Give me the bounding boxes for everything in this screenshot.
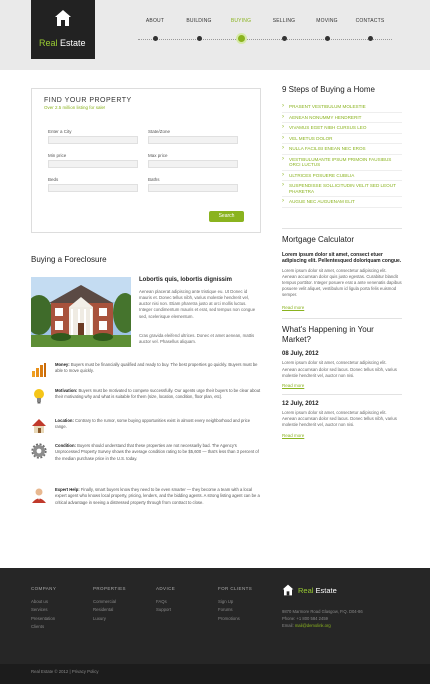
foreclosure-text-2: Cras gravida eleifend ultrices. Donec et amet aenean, mattis auctor vel. Phasellus aliquam.	[139, 333, 255, 345]
feature-title: Motivation:	[55, 388, 78, 393]
step-item[interactable]: › AUGUE NEC AUGUENAM ELIT	[282, 197, 402, 208]
house-icon	[31, 418, 47, 434]
max-price-field[interactable]	[148, 160, 238, 168]
post-text: Lorem ipsum dolor sit amet, consectetur adipiscing elit. Aenean accumsan dolor sed lacus. Donec tellus nibh, varius molestie hendrerit vel, auctor non nisi.	[282, 360, 397, 378]
feature-text	[55, 418, 261, 431]
footer-link[interactable]: Promotions	[218, 615, 240, 621]
feature-body: Buyers must be financially qualified and ready to buy. The best properties go quickly. Buyers must be able to move quickly.	[55, 362, 258, 374]
footer-col-title: PROPERTIES	[93, 586, 126, 591]
footer-col-company	[31, 586, 56, 632]
logo[interactable]	[31, 0, 95, 59]
footer-link[interactable]: Residental	[93, 607, 114, 613]
baths-field[interactable]	[148, 184, 238, 192]
footer-col-advice	[156, 586, 175, 615]
max-price-label: Max price	[148, 153, 168, 158]
nav-label: BUILDING	[186, 18, 212, 24]
footer-bottom-bar	[0, 664, 430, 684]
feature-text	[55, 487, 261, 506]
mortgage-lead: Lorem ipsum dolor sit amet, consect etuer adipiscing elit. Pellentesqued doloriquam congue.	[282, 251, 402, 264]
post-read-more-link[interactable]: Read more	[282, 432, 305, 438]
city-label: Enter a City	[48, 129, 72, 134]
step-item[interactable]: › VEL METUS DOLOR	[282, 134, 402, 145]
feature-text	[55, 388, 261, 401]
state-label: State/Zone	[148, 129, 171, 134]
footer-logo[interactable]	[282, 584, 337, 598]
footer-email-label: Email:	[282, 623, 295, 629]
beds-field[interactable]	[48, 184, 138, 192]
footer-link[interactable]: Luxury	[93, 615, 106, 621]
steps-title: 9 Steps of Buying a Home	[282, 85, 375, 94]
feature-text	[55, 443, 261, 462]
house-photo	[31, 277, 131, 347]
agent-icon	[31, 487, 47, 503]
mortgage-read-more-link[interactable]: Read more	[282, 304, 305, 310]
nav-contacts[interactable]	[345, 18, 395, 24]
divider	[282, 318, 402, 319]
brand-word-1: Real	[39, 38, 58, 48]
footer-col-title: ADVICE	[156, 586, 176, 591]
nav-about[interactable]	[130, 18, 180, 24]
copyright: Real Estate © 2012 | Privacy Policy	[31, 669, 99, 674]
brand-word-1: Real	[298, 586, 314, 595]
feature-body: Buyers must be motivated to compete successfully. Our agents urge their buyers to be clear about their motivating why and what is suitable for them (size, location, condition, floor plan, etc).	[55, 388, 261, 400]
nav-dot	[368, 36, 373, 41]
footer-col-title: FOR CLIENTS	[218, 586, 253, 591]
min-price-label: Min price	[48, 153, 67, 158]
divider	[282, 228, 402, 229]
form-title: FIND YOUR PROPERTY	[44, 97, 132, 104]
main-content	[0, 70, 430, 568]
steps-list	[282, 102, 402, 208]
bar-chart-icon	[31, 362, 47, 378]
nav-dotted-line	[138, 39, 392, 40]
property-search-form	[31, 88, 261, 233]
nav-dot	[153, 36, 158, 41]
post-text: Lorem ipsum dolor sit amet, consectetur adipiscing elit. Aenean accumsan dolor sed lacus. Donec tellus nibh, varius molestie hendrerit vel, auctor non nisi.	[282, 410, 397, 428]
footer-link[interactable]: Support	[156, 607, 172, 613]
nav-label: BUYING	[230, 18, 252, 24]
feature-body: Contrary to the rumor, some buying opportunities exist in almost every neighborhood and price range.	[55, 418, 251, 430]
nav-label: CONTACTS	[355, 18, 385, 24]
nav-dot	[197, 36, 202, 41]
footer-brand-name	[298, 586, 337, 595]
footer-link[interactable]: Sign Up	[218, 599, 234, 604]
nav-dot	[282, 36, 287, 41]
footer-email-link[interactable]: mail@demolink.org	[294, 623, 331, 629]
step-item[interactable]: › VESTIBULUMANTE IPSUM PRIMOIN FAUSIBUS ORCI LUCTUS	[282, 155, 402, 171]
foreclosure-headline: Lobortis quis, lobortis dignissim	[139, 277, 233, 283]
step-item[interactable]: › NULLA FACILISI ENEAN NEC EROS	[282, 144, 402, 155]
nav-dot-active	[238, 35, 245, 42]
nav-dot	[325, 36, 330, 41]
footer-col-properties	[93, 586, 126, 623]
footer-phone: Phone: +1 800 584 2459	[282, 616, 328, 622]
gear-icon	[31, 443, 47, 459]
house-logo-icon	[54, 9, 72, 27]
brand-name	[39, 38, 86, 48]
step-item[interactable]: › SUSPENDISSE SOLLICITUDIN VELIT SED LEOUT PHARETRA	[282, 181, 402, 197]
main-nav	[130, 18, 400, 48]
mortgage-title: Mortgage Calculator	[282, 234, 355, 244]
feature-title: Money:	[55, 362, 70, 367]
step-item[interactable]: › VIVAMUS EGET NIBH CURSUS LEO	[282, 123, 402, 134]
step-item[interactable]: › PRASENT VESTIBULUM MOLESTIE	[282, 102, 402, 113]
happening-title: What's Happening in Your Market?	[282, 324, 374, 344]
house-photo-image	[31, 277, 131, 347]
mortgage-body: Lorem ipsum dolor sit amet, consectetur adipiscing elit. Aenean accumsan dolor quis justo egestas. Curabitur blandit tempus porttitor. Integer posuere erat a ante venenatis dapibus posuere velit aliquet, vestibulum id ligula porta felis euismod semper.	[282, 267, 402, 298]
footer-contact	[282, 608, 363, 629]
nav-label: MOVING	[316, 18, 338, 24]
footer-col-title: COMPANY	[31, 586, 57, 591]
state-field[interactable]	[148, 136, 238, 144]
baths-label: Baths	[148, 177, 160, 182]
footer-link[interactable]: FAQs	[156, 599, 167, 604]
beds-label: Beds	[48, 177, 59, 182]
brand-word-2: Estate	[313, 586, 337, 595]
feature-title: Expert Help:	[55, 487, 80, 492]
min-price-field[interactable]	[48, 160, 138, 168]
post-date: 08 July, 2012	[282, 351, 319, 358]
house-logo-icon	[282, 584, 294, 596]
foreclosure-title: Buying a Foreclosure	[31, 255, 107, 264]
post-read-more-link[interactable]: Read more	[282, 383, 305, 389]
footer-email-row	[282, 622, 363, 629]
feature-body: Finally, smart buyers know they need to be even smarter — they become a team with a local expert agent who knows local property, pricing, lenders, and the bidding agents. A strong listing agent can be a critical advantage in seeing a distressed property through from contract to close.	[55, 487, 260, 505]
footer-address: 9870 Marmore Road Glasgow, P.Q. D04-86	[282, 609, 363, 614]
feature-text	[55, 362, 261, 375]
post-date: 12 July, 2012	[282, 401, 319, 408]
footer-link[interactable]: About us	[31, 599, 48, 604]
feature-title: Condition:	[55, 443, 76, 448]
nav-label: ABOUT	[145, 18, 165, 24]
feature-body: Buyers should understand that these properties are not necessarily bad. The Agency's Unprocessed Property Survey shows the average condition rating to be $5,600 — that's less than 3 percent of the median purchase price in the U.S. today.	[55, 443, 259, 461]
nav-label: SELLING	[272, 18, 296, 24]
right-sidebar	[282, 85, 402, 438]
brand-word-2: Estate	[57, 38, 86, 48]
step-item[interactable]: › AENEAN NONUMMY HENDRERIT	[282, 113, 402, 124]
footer	[0, 568, 430, 664]
divider	[282, 394, 402, 395]
search-button[interactable]: Search	[209, 211, 244, 222]
city-field[interactable]	[48, 136, 138, 144]
footer-link[interactable]: Forums	[218, 607, 233, 613]
foreclosure-section	[31, 255, 261, 505]
feature-title: Location:	[55, 418, 74, 423]
footer-link[interactable]: Commercial	[93, 599, 116, 604]
header	[0, 0, 430, 70]
footer-link[interactable]: Presentation	[31, 615, 56, 621]
light-bulb-icon	[31, 388, 47, 404]
footer-link[interactable]: Services	[31, 607, 48, 613]
step-item[interactable]: › ULTRICES POSUERE CUBILIA	[282, 171, 402, 182]
foreclosure-text: Aenean placerat adipiscing ante tristique eu. Ut Donec id mauris et. Donec tellus nibh, varius molestie hendrerit vel, auctor nisi non. Etiam pharetra justo at orci mollis luctus. Integer condimentum mauris et erat, sed tempus non congue sed, scelerisque elementum.	[139, 288, 256, 319]
footer-col-for-clients	[218, 586, 252, 623]
footer-link[interactable]: Clients	[31, 624, 45, 630]
form-subtitle: Over 2.5 million listing for sale!	[44, 105, 106, 110]
